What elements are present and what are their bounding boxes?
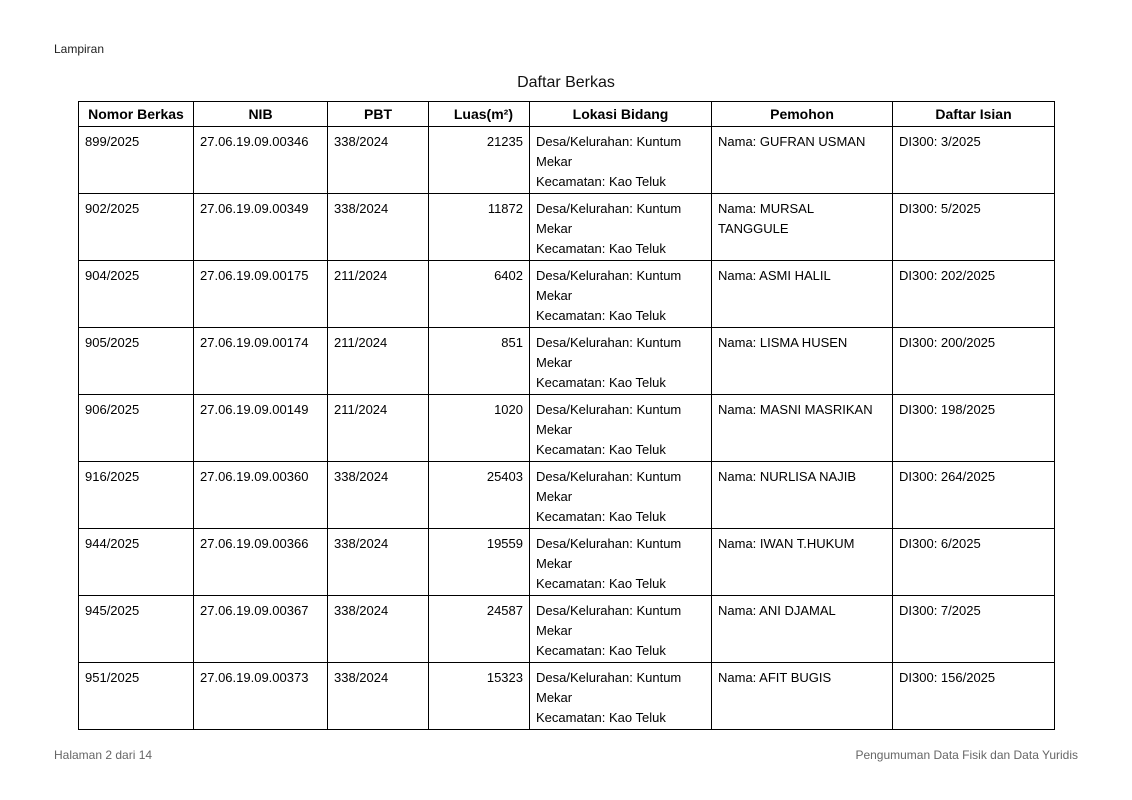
cell-luas: 25403 [429,462,530,529]
header-label: Lampiran [54,42,105,56]
cell-pemohon: Nama: LISMA HUSEN [712,328,893,395]
table-row [79,462,1055,529]
lokasi-kecamatan: Kecamatan: Kao Teluk [536,576,666,591]
table-row [79,261,1055,328]
cell-lokasi-bidang [530,663,712,730]
cell-nib: 27.06.19.09.00346 [194,127,328,194]
cell-nomor-berkas: 902/2025 [79,194,194,261]
cell-pemohon: Nama: AFIT BUGIS [712,663,893,730]
cell-luas: 21235 [429,127,530,194]
cell-nib: 27.06.19.09.00366 [194,529,328,596]
cell-pemohon: Nama: IWAN T.HUKUM [712,529,893,596]
cell-luas: 19559 [429,529,530,596]
table-row [79,395,1055,462]
cell-luas: 6402 [429,261,530,328]
table-row [79,194,1055,261]
lokasi-desa: Desa/Kelurahan: Kuntum Mekar [536,469,682,504]
cell-pbt: 338/2024 [328,127,429,194]
cell-nomor-berkas: 945/2025 [79,596,194,663]
table-row [79,328,1055,395]
table-row [79,596,1055,663]
cell-nib: 27.06.19.09.00174 [194,328,328,395]
lokasi-desa: Desa/Kelurahan: Kuntum Mekar [536,536,682,571]
cell-pemohon: Nama: MURSAL TANGGULE [712,194,893,261]
lokasi-desa: Desa/Kelurahan: Kuntum Mekar [536,201,682,236]
lokasi-desa: Desa/Kelurahan: Kuntum Mekar [536,134,682,169]
cell-nomor-berkas: 951/2025 [79,663,194,730]
berkas-table [78,101,1055,730]
cell-luas: 24587 [429,596,530,663]
table-header-row [79,102,1055,127]
cell-daftar-isian: DI300: 3/2025 [893,127,1055,194]
cell-lokasi-bidang [530,529,712,596]
col-header-pemohon: Pemohon [712,102,893,127]
cell-luas: 11872 [429,194,530,261]
cell-pemohon: Nama: MASNI MASRIKAN [712,395,893,462]
cell-pbt: 338/2024 [328,596,429,663]
lokasi-kecamatan: Kecamatan: Kao Teluk [536,643,666,658]
cell-pemohon: Nama: ASMI HALIL [712,261,893,328]
cell-daftar-isian: DI300: 200/2025 [893,328,1055,395]
cell-pbt: 211/2024 [328,261,429,328]
cell-lokasi-bidang [530,462,712,529]
cell-pemohon: Nama: NURLISA NAJIB [712,462,893,529]
cell-pemohon: Nama: ANI DJAMAL [712,596,893,663]
lokasi-desa: Desa/Kelurahan: Kuntum Mekar [536,603,682,638]
cell-nib: 27.06.19.09.00175 [194,261,328,328]
col-header-nib: NIB [194,102,328,127]
cell-nib: 27.06.19.09.00360 [194,462,328,529]
cell-pbt: 211/2024 [328,395,429,462]
cell-luas: 851 [429,328,530,395]
cell-lokasi-bidang [530,328,712,395]
cell-lokasi-bidang [530,194,712,261]
cell-nib: 27.06.19.09.00367 [194,596,328,663]
lokasi-desa: Desa/Kelurahan: Kuntum Mekar [536,335,682,370]
cell-pbt: 338/2024 [328,462,429,529]
cell-pbt: 211/2024 [328,328,429,395]
cell-lokasi-bidang [530,127,712,194]
lokasi-kecamatan: Kecamatan: Kao Teluk [536,710,666,725]
lokasi-desa: Desa/Kelurahan: Kuntum Mekar [536,402,682,437]
cell-nomor-berkas: 906/2025 [79,395,194,462]
table-row [79,663,1055,730]
cell-nomor-berkas: 904/2025 [79,261,194,328]
lokasi-kecamatan: Kecamatan: Kao Teluk [536,509,666,524]
cell-pemohon: Nama: GUFRAN USMAN [712,127,893,194]
cell-nomor-berkas: 916/2025 [79,462,194,529]
cell-nomor-berkas: 905/2025 [79,328,194,395]
cell-luas: 1020 [429,395,530,462]
col-header-luas: Luas(m²) [429,102,530,127]
cell-pbt: 338/2024 [328,529,429,596]
lokasi-kecamatan: Kecamatan: Kao Teluk [536,174,666,189]
col-header-daftar-isian: Daftar Isian [893,102,1055,127]
cell-luas: 15323 [429,663,530,730]
cell-pbt: 338/2024 [328,663,429,730]
document-title: Daftar Berkas [517,74,615,91]
cell-nomor-berkas: 944/2025 [79,529,194,596]
table-row [79,529,1055,596]
cell-nib: 27.06.19.09.00349 [194,194,328,261]
cell-daftar-isian: DI300: 5/2025 [893,194,1055,261]
cell-daftar-isian: DI300: 202/2025 [893,261,1055,328]
document-name: Pengumuman Data Fisik dan Data Yuridis [855,748,1078,762]
col-header-lokasi-bidang: Lokasi Bidang [530,102,712,127]
lokasi-kecamatan: Kecamatan: Kao Teluk [536,308,666,323]
cell-lokasi-bidang [530,261,712,328]
cell-daftar-isian: DI300: 6/2025 [893,529,1055,596]
cell-pbt: 338/2024 [328,194,429,261]
col-header-pbt: PBT [328,102,429,127]
cell-nib: 27.06.19.09.00373 [194,663,328,730]
table-row [79,127,1055,194]
cell-daftar-isian: DI300: 7/2025 [893,596,1055,663]
col-header-nomor-berkas: Nomor Berkas [79,102,194,127]
cell-daftar-isian: DI300: 156/2025 [893,663,1055,730]
table-body [79,127,1055,730]
cell-daftar-isian: DI300: 264/2025 [893,462,1055,529]
cell-nib: 27.06.19.09.00149 [194,395,328,462]
cell-nomor-berkas: 899/2025 [79,127,194,194]
lokasi-desa: Desa/Kelurahan: Kuntum Mekar [536,268,682,303]
lokasi-kecamatan: Kecamatan: Kao Teluk [536,375,666,390]
cell-lokasi-bidang [530,596,712,663]
cell-daftar-isian: DI300: 198/2025 [893,395,1055,462]
lokasi-desa: Desa/Kelurahan: Kuntum Mekar [536,670,682,705]
page-number: Halaman 2 dari 14 [54,748,153,762]
lokasi-kecamatan: Kecamatan: Kao Teluk [536,241,666,256]
cell-lokasi-bidang [530,395,712,462]
lokasi-kecamatan: Kecamatan: Kao Teluk [536,442,666,457]
